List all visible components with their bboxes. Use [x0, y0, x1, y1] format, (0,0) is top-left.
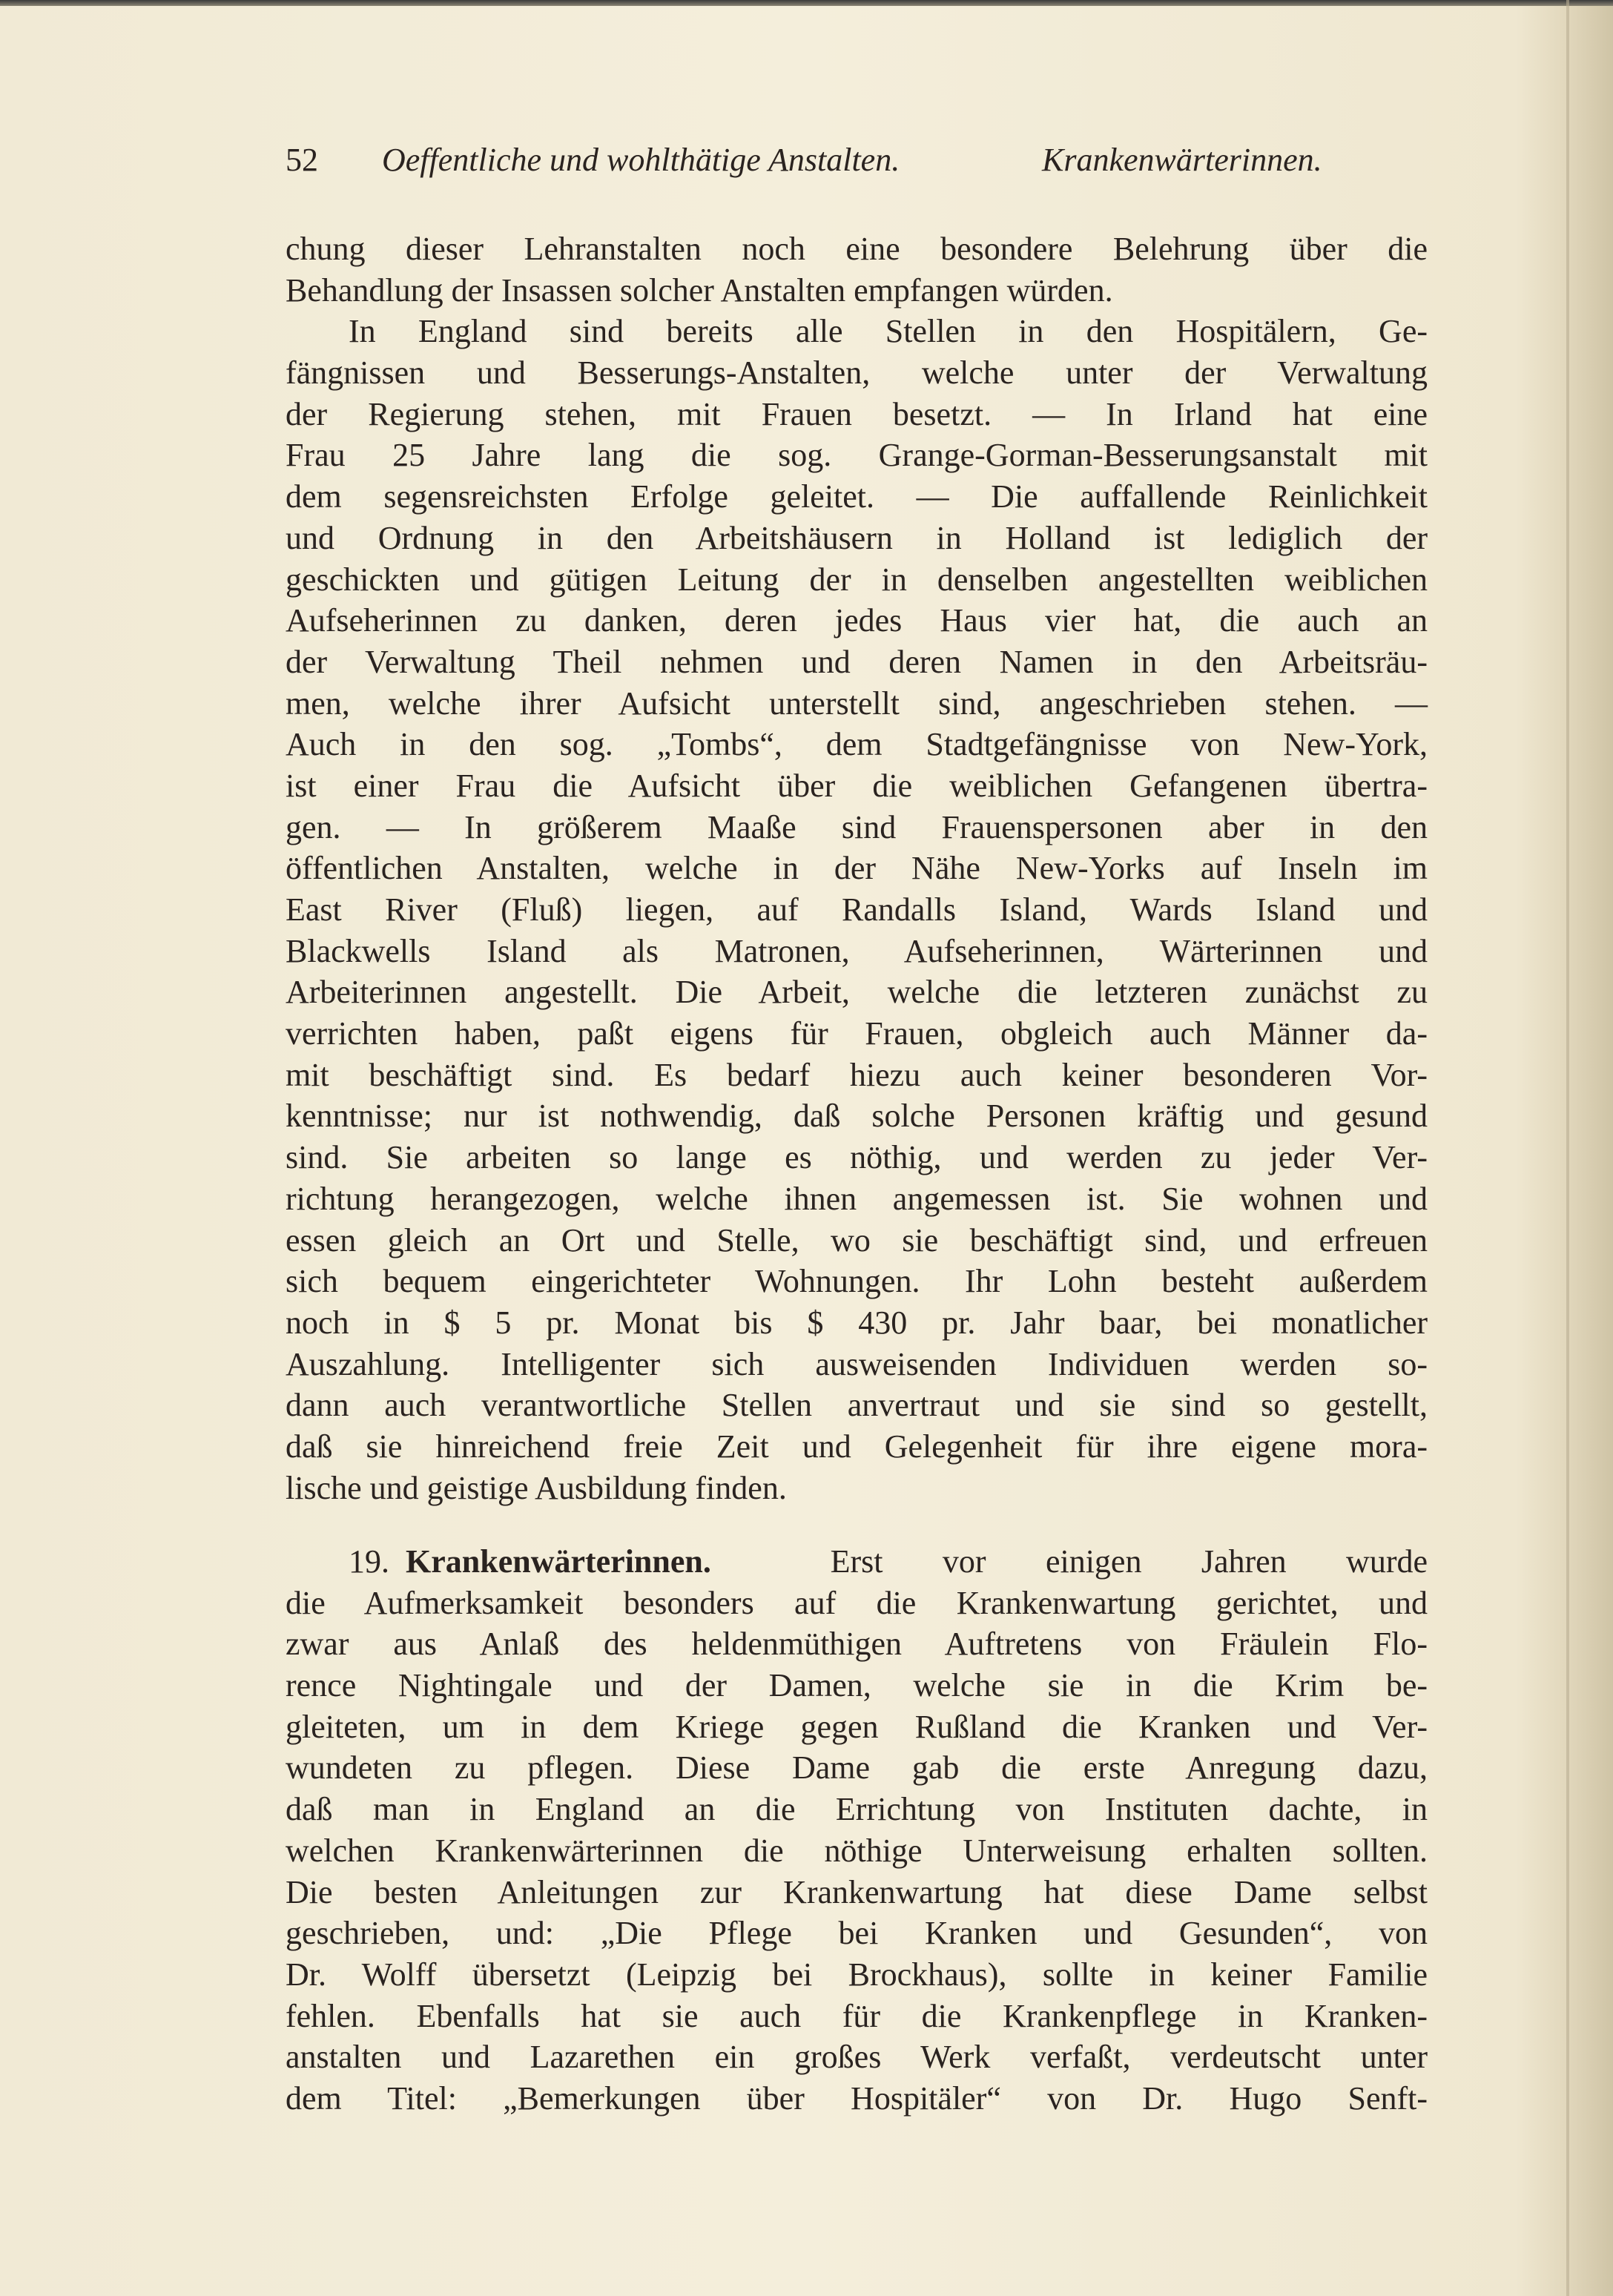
text-line: kenntnisse; nur ist nothwendig, daß solche Personen kräftig und gesund — [286, 1098, 1428, 1135]
text-line: Arbeiterinnen angestellt. Die Arbeit, welche die letzteren zunächst zu — [286, 974, 1428, 1011]
text-line: fehlen. Ebenfalls hat sie auch für die Krankenpflege in Kranken- — [286, 1997, 1428, 2034]
text-line: wundeten zu pflegen. Diese Dame gab die erste Anregung dazu, — [286, 1749, 1428, 1787]
text-line: anstalten und Lazarethen ein großes Werk verfaßt, verdeutscht unter — [286, 2039, 1428, 2076]
text-line: ist einer Frau die Aufsicht über die weiblichen Gefangenen übertra- — [286, 767, 1428, 804]
page-number: 52 — [286, 142, 318, 178]
text-line: essen gleich an Ort und Stelle, wo sie beschäftigt sind, und erfreuen — [286, 1221, 1428, 1258]
text-line: geschickten und gütigen Leitung der in denselben angestellten weiblichen — [286, 561, 1428, 598]
text-line: richtung herangezogen, welche ihnen angemessen ist. Sie wohnen und — [286, 1180, 1428, 1217]
text-line: der Verwaltung Theil nehmen und deren Namen in den Arbeitsräu- — [286, 643, 1428, 680]
running-header — [286, 141, 1428, 185]
section-19-krankenwaerterinnen — [286, 1541, 1428, 2119]
text-line: der Regierung stehen, mit Frauen besetzt. — In Irland hat eine — [286, 395, 1428, 432]
text-line: dem segensreichsten Erfolge geleitet. — Die auffallende Reinlichkeit — [286, 478, 1428, 515]
text-line — [286, 1541, 1428, 1583]
text-line: zwar aus Anlaß des heldenmüthigen Auftretens von Fräulein Flo- — [286, 1626, 1428, 1663]
text-line: daß sie hinreichend freie Zeit und Gelegenheit für ihre eigene mora- — [286, 1428, 1428, 1465]
text-line: Blackwells Island als Matronen, Aufseherinnen, Wärterinnen und — [286, 932, 1428, 969]
text-line: dann auch verantwortliche Stellen anvertraut und sie sind so gestellt, — [286, 1387, 1428, 1424]
section-heading: Krankenwärterinnen. — [406, 1543, 711, 1580]
text-line: noch in $ 5 pr. Monat bis $ 430 pr. Jahr baar, bei monatlicher — [286, 1304, 1428, 1341]
text-line: sind. Sie arbeiten so lange es nöthig, und werden zu jeder Ver- — [286, 1139, 1428, 1176]
text-line-rest: Erst vor einigen Jahren wurde — [830, 1543, 1428, 1580]
text-line: chung dieser Lehranstalten noch eine besondere Belehrung über die — [286, 231, 1428, 267]
text-line: die Aufmerksamkeit besonders auf die Krankenwartung gerichtet, und — [286, 1584, 1428, 1621]
text-line: und Ordnung in den Arbeitshäusern in Holland ist lediglich der — [286, 519, 1428, 556]
text-line: verrichten haben, paßt eigens für Frauen, obgleich auch Männer da- — [286, 1015, 1428, 1052]
text-line: welchen Krankenwärterinnen die nöthige Unterweisung erhalten sollten. — [286, 1832, 1428, 1869]
text-line: sich bequem eingerichteter Wohnungen. Ihr Lohn besteht außerdem — [286, 1263, 1428, 1300]
text-line: men, welche ihrer Aufsicht unterstellt sind, angeschrieben stehen. — — [286, 684, 1428, 722]
text-line: gleiteten, um in dem Kriege gegen Rußland die Kranken und Ver- — [286, 1708, 1428, 1745]
text-line: daß man in England an die Errichtung von Instituten dachte, in — [286, 1791, 1428, 1828]
text-line: gen. — In größerem Maaße sind Frauenspersonen aber in den — [286, 808, 1428, 845]
text-line: lische und geistige Ausbildung finden. — [286, 1469, 787, 1506]
text-line: geschrieben, und: „Die Pflege bei Kranken und Gesunden“, von — [286, 1915, 1428, 1952]
text-line: Behandlung der Insassen solcher Anstalten empfangen würden. — [286, 271, 1113, 309]
text-line: Frau 25 Jahre lang die sog. Grange-Gorman-Besserungsanstalt mit — [286, 437, 1428, 474]
page-edge-shadow — [1566, 0, 1569, 2296]
text-line: fängnissen und Besserungs-Anstalten, welche unter der Verwaltung — [286, 354, 1428, 392]
text-line: öffentlichen Anstalten, welche in der Nähe New-Yorks auf Inseln im — [286, 850, 1428, 887]
text-line: Die besten Anleitungen zur Krankenwartung hat diese Dame selbst — [286, 1873, 1428, 1910]
text-line: mit beschäftigt sind. Es bedarf hiezu auch keiner besonderen Vor- — [286, 1056, 1428, 1093]
text-line: Auch in den sog. „Tombs“, dem Stadtgefängnisse von New-York, — [286, 726, 1428, 763]
text-line: dem Titel: „Bemerkungen über Hospitäler“ von Dr. Hugo Senft- — [286, 2079, 1428, 2117]
text-line: Dr. Wolff übersetzt (Leipzig bei Brockhaus), sollte in keiner Familie — [286, 1956, 1428, 1993]
text-line: rence Nightingale und der Damen, welche sie in die Krim be- — [286, 1667, 1428, 1704]
text-line: Auszahlung. Intelligenter sich ausweisenden Individuen werden so- — [286, 1345, 1428, 1382]
text-line: In England sind bereits alle Stellen in den Hospitälern, Ge- — [349, 313, 1428, 350]
text-line: Aufseherinnen zu danken, deren jedes Haus vier hat, die auch an — [286, 602, 1428, 639]
running-section-title: Krankenwärterinnen. — [1042, 142, 1322, 178]
section-continued-text — [286, 228, 1428, 1508]
scan-top-edge — [0, 0, 1613, 6]
text-line: East River (Fluß) liegen, auf Randalls Island, Wards Island und — [286, 891, 1428, 928]
section-number: 19. — [349, 1543, 389, 1580]
running-title: Oeffentliche und wohlthätige Anstalten. — [382, 142, 900, 178]
